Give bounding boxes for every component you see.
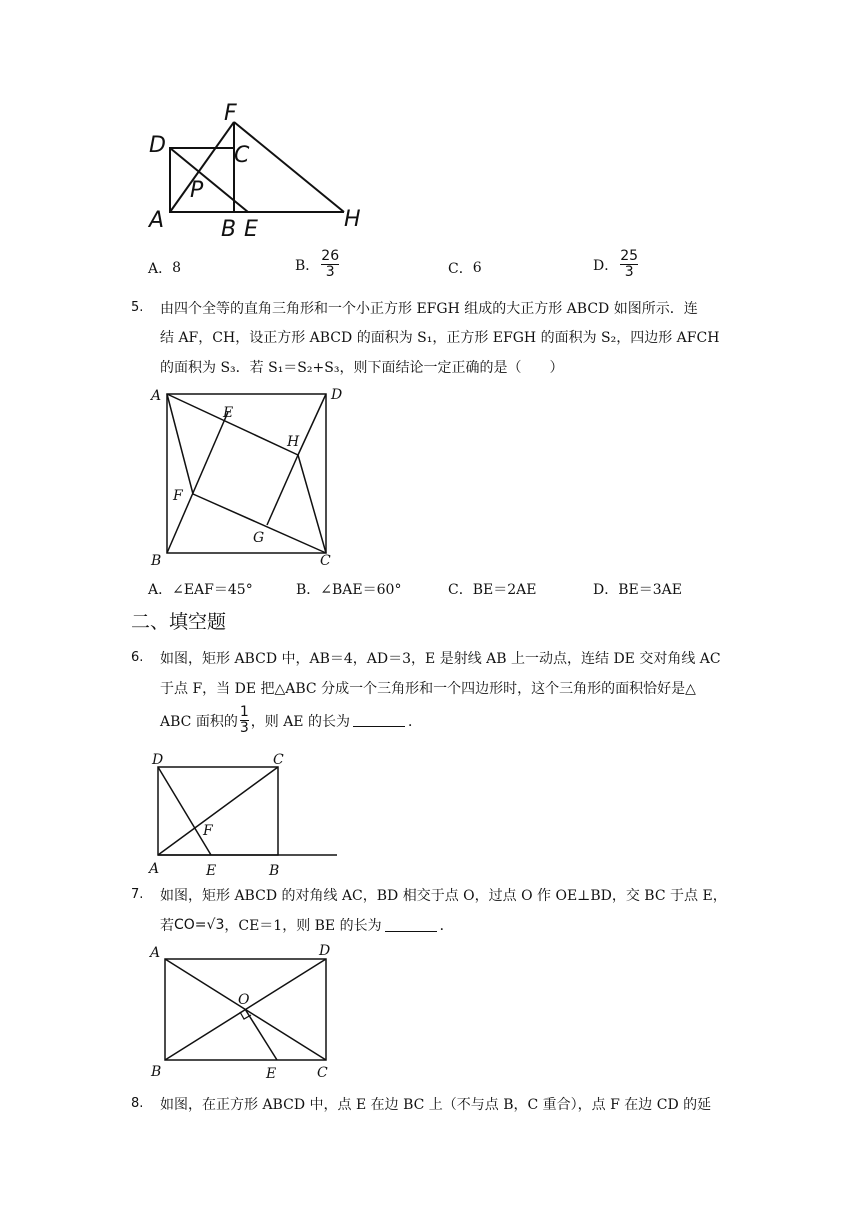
answer-blank[interactable] xyxy=(353,714,405,727)
q6-number: 6. xyxy=(131,650,144,665)
fraction xyxy=(240,705,249,736)
q5-line-b-f xyxy=(167,412,228,553)
fraction-denominator: 3 xyxy=(325,264,335,280)
q7-label-e: E xyxy=(266,1066,277,1082)
q7-math-co: CO=√3 xyxy=(174,917,225,933)
q7-line-2-post: ，CE＝1，则 BE 的长为 xyxy=(224,918,382,934)
option-text: 8 xyxy=(172,260,182,276)
q5-label-e: E xyxy=(223,405,234,421)
q4-option-b xyxy=(295,249,339,280)
fraction xyxy=(321,249,339,280)
q7-number: 7. xyxy=(131,887,144,902)
q7-label-b: B xyxy=(151,1064,162,1080)
q6-line-3-pre: ABC 面积的 xyxy=(160,713,238,730)
q6-line-ac xyxy=(158,767,278,855)
option-letter: A． xyxy=(148,261,173,277)
q6-line-1: 如图，矩形 ABCD 中，AB＝4，AD＝3，E 是射线 AB 上一动点，连结 DE 交对角线 AC xyxy=(160,651,721,667)
q5-label-d: D xyxy=(331,387,343,403)
answer-blank[interactable] xyxy=(385,919,437,932)
q5-option-c: C．BE＝2AE xyxy=(448,582,537,598)
q6-label-d: D xyxy=(152,752,164,768)
q7-line-oe xyxy=(245,1009,277,1060)
q5-figure xyxy=(145,385,355,575)
q4-label-e: E xyxy=(244,217,258,242)
q7-label-o: O xyxy=(238,992,250,1008)
fraction xyxy=(620,249,638,280)
option-letter: C． xyxy=(448,261,473,277)
q5-label-b: B xyxy=(151,553,162,569)
q5-line-a-f xyxy=(167,394,193,494)
q5-label-c: C xyxy=(320,553,331,569)
q6-line-3-end: ． xyxy=(407,713,422,730)
q4-option-c xyxy=(448,258,482,278)
q4-option-a xyxy=(148,258,181,278)
q5-option-b: B．∠BAE＝60° xyxy=(296,582,402,598)
q6-line-3 xyxy=(160,705,422,736)
q7-label-a: A xyxy=(150,945,161,961)
option-letter: D． xyxy=(593,257,619,274)
q4-label-d: D xyxy=(149,133,166,158)
q7-line-2-pre: 若 xyxy=(160,918,174,934)
fraction-numerator: 26 xyxy=(321,248,340,264)
q5-line-a-h xyxy=(167,394,298,455)
q6-label-f: F xyxy=(203,823,213,839)
q6-label-b: B xyxy=(269,863,280,879)
q7-figure xyxy=(145,940,345,1085)
fraction-numerator: 25 xyxy=(620,248,639,264)
q4-label-f: F xyxy=(224,101,237,126)
q7-line-2 xyxy=(160,915,454,935)
fraction-denominator: 3 xyxy=(624,264,634,280)
q6-line-2: 于点 F，当 DE 把△ABC 分成一个三角形和一个四边形时，这个三角形的面积恰好是△ xyxy=(160,681,696,697)
q6-label-c: C xyxy=(273,752,284,768)
q6-label-a: A xyxy=(149,861,160,877)
q4-line-fh xyxy=(234,122,344,212)
q5-line-d-h xyxy=(298,394,326,455)
q4-label-c: C xyxy=(234,143,250,168)
q4-label-b: B xyxy=(221,217,237,242)
q5-label-f: F xyxy=(173,488,183,504)
option-text: 6 xyxy=(472,260,482,276)
q5-line-c-g xyxy=(298,455,326,553)
q5-line-g-h xyxy=(267,455,298,525)
q6-line-de xyxy=(158,767,211,855)
q5-line-1: 由四个全等的直角三角形和一个小正方形 EFGH 组成的大正方形 ABCD 如图所示．连 xyxy=(160,301,698,317)
q5-number: 5. xyxy=(131,300,144,315)
q4-label-a: A xyxy=(149,208,165,233)
q7-label-c: C xyxy=(317,1065,328,1081)
q7-right-angle-mark xyxy=(240,1012,251,1019)
q4-option-d xyxy=(593,249,638,280)
q5-line-2: 结 AF，CH，设正方形 ABCD 的面积为 S₁，正方形 EFGH 的面积为 S₂，四边形 AFCH xyxy=(160,330,720,346)
q4-figure xyxy=(140,95,380,245)
q7-line-2-end: ． xyxy=(439,918,454,934)
q5-label-a: A xyxy=(151,388,162,404)
section-title: 二、填空题 xyxy=(131,611,227,633)
q7-label-d: D xyxy=(319,943,331,959)
q6-figure xyxy=(145,750,345,878)
q5-label-h: H xyxy=(287,434,300,450)
q6-line-3-post: ，则 AE 的长为 xyxy=(250,713,350,730)
q4-label-p: P xyxy=(190,178,204,203)
fraction-denominator: 3 xyxy=(239,720,249,736)
q6-label-e: E xyxy=(206,863,217,879)
q8-number: 8. xyxy=(131,1096,144,1111)
q4-label-h: H xyxy=(344,207,361,232)
q5-option-a: A．∠EAF＝45° xyxy=(148,582,253,598)
q5-line-3: 的面积为 S₃．若 S₁＝S₂+S₃，则下面结论一定正确的是（ ） xyxy=(160,360,564,376)
fraction-numerator: 1 xyxy=(239,704,249,720)
q5-outer-square xyxy=(167,394,326,553)
q5-option-d: D．BE＝3AE xyxy=(593,582,682,598)
q7-line-1: 如图，矩形 ABCD 的对角线 AC，BD 相交于点 O，过点 O 作 OE⊥BD，交 BC 于点 E， xyxy=(160,888,727,904)
option-letter: B． xyxy=(295,257,320,274)
q5-label-g: G xyxy=(253,530,265,546)
q8-line-1: 如图，在正方形 ABCD 中，点 E 在边 BC 上（不与点 B，C 重合），点 F 在边 CD 的延 xyxy=(160,1097,712,1113)
